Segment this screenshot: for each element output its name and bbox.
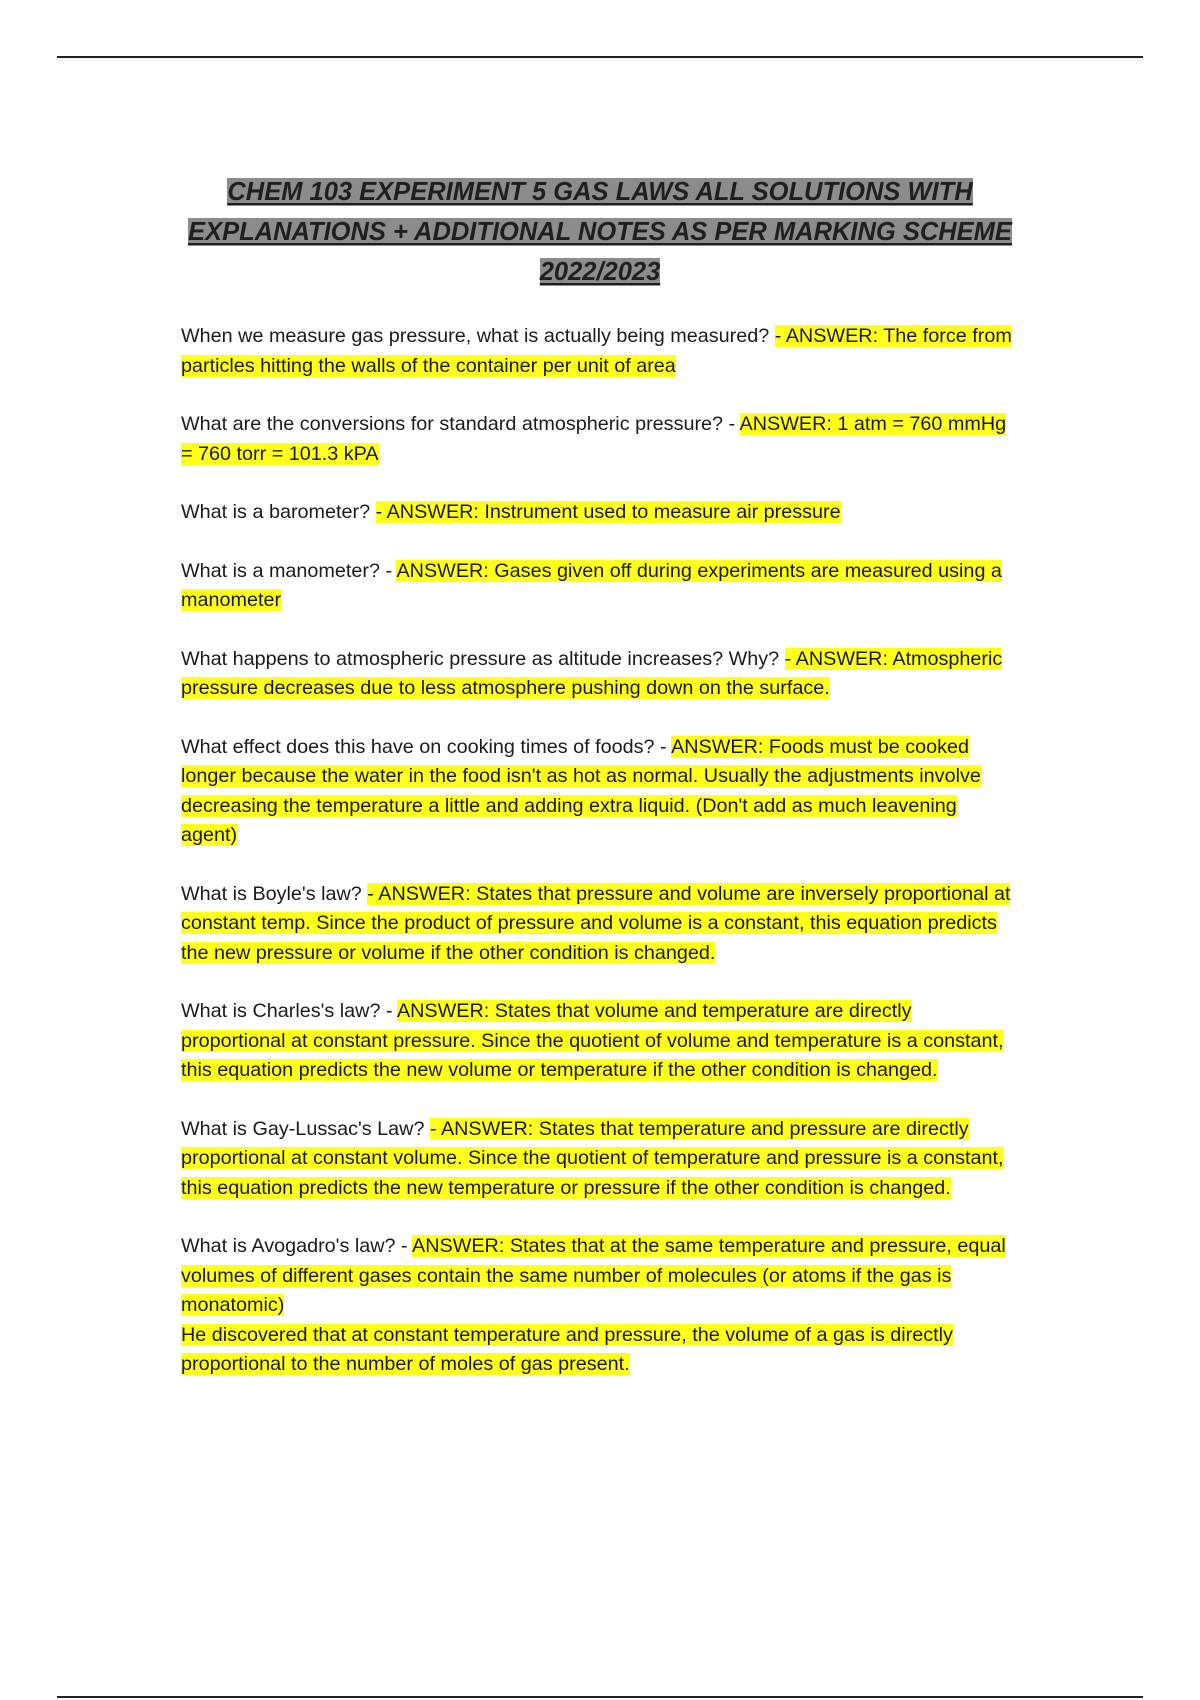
answer-text: - ANSWER: Atmospheric pressure decreases due to less atmosphere pushing down on the surface.	[181, 647, 1003, 699]
qa-item	[181, 733, 1017, 851]
answer-text: ANSWER: 1 atm = 760 mmHg = 760 torr = 101.3 kPA	[181, 413, 1007, 465]
qa-item	[181, 1232, 1017, 1380]
answer-extra-text: He discovered that at constant temperature and pressure, the volume of a gas is directly proportional to the number of moles of gas present.	[181, 1323, 953, 1375]
header-rule	[57, 56, 1143, 58]
qa-item	[181, 498, 1017, 528]
answer-text: - ANSWER: States that temperature and pressure are directly proportional at constant volume. Since the quotient of temperature and pressure is a constant, this equation predicts the new temperature or pressure if the other condition is changed.	[181, 1117, 1004, 1199]
question-text: What happens to atmospheric pressure as altitude increases? Why?	[181, 647, 780, 670]
qa-item	[181, 322, 1017, 381]
answer-text: - ANSWER: The force from particles hitting the walls of the container per unit of area	[181, 325, 1012, 377]
qa-item	[181, 410, 1017, 469]
question-text: What is a barometer?	[181, 501, 371, 523]
qa-item	[181, 645, 1017, 704]
qa-item	[181, 557, 1017, 616]
qa-item	[181, 1115, 1017, 1204]
question-text: When we measure gas pressure, what is actually being measured?	[181, 325, 770, 347]
document-title-text: CHEM 103 EXPERIMENT 5 GAS LAWS ALL SOLUTIONS WITH EXPLANATIONS + ADDITIONAL NOTES AS PER MARKING SCHEME 2022/2023	[188, 178, 1012, 286]
answer-text: ANSWER: States that volume and temperature are directly proportional at constant pressure. Since the quotient of volume and temperature is a constant, this equation predicts the new volume or temperature if the other condition is changed.	[181, 1000, 1004, 1081]
question-text: What are the conversions for standard atmospheric pressure? -	[181, 413, 736, 435]
question-text: What is Gay-Lussac's Law?	[181, 1117, 425, 1140]
qa-list	[181, 322, 1017, 1409]
answer-text: ANSWER: Gases given off during experiments are measured using a manometer	[181, 559, 1002, 611]
answer-text: - ANSWER: States that pressure and volume are inversely proportional at constant temp. Since the product of pressure and volume is a constant, this equation predicts the new pressure or volume if the other condition is changed.	[181, 882, 1011, 964]
answer-text: ANSWER: States that at the same temperature and pressure, equal volumes of different gases contain the same number of molecules (or atoms if the gas is monatomic)	[181, 1235, 1006, 1316]
answer-text: - ANSWER: Instrument used to measure air pressure	[375, 501, 841, 523]
question-text: What is Charles's law? -	[181, 1000, 393, 1022]
question-text: What is Boyle's law?	[181, 882, 362, 905]
answer-text: ANSWER: Foods must be cooked longer because the water in the food isn't as hot as normal. Usually the adjustments involve decreasing the temperature a little and adding extra liquid. (Don't add as much leavening agent)	[181, 735, 981, 846]
footer-rule	[57, 1696, 1143, 1698]
document-title	[180, 172, 1020, 292]
question-text: What is Avogadro's law? -	[181, 1235, 408, 1257]
question-text: What effect does this have on cooking times of foods? -	[181, 735, 667, 758]
qa-item	[181, 880, 1017, 969]
qa-item	[181, 997, 1017, 1086]
question-text: What is a manometer? -	[181, 559, 393, 582]
